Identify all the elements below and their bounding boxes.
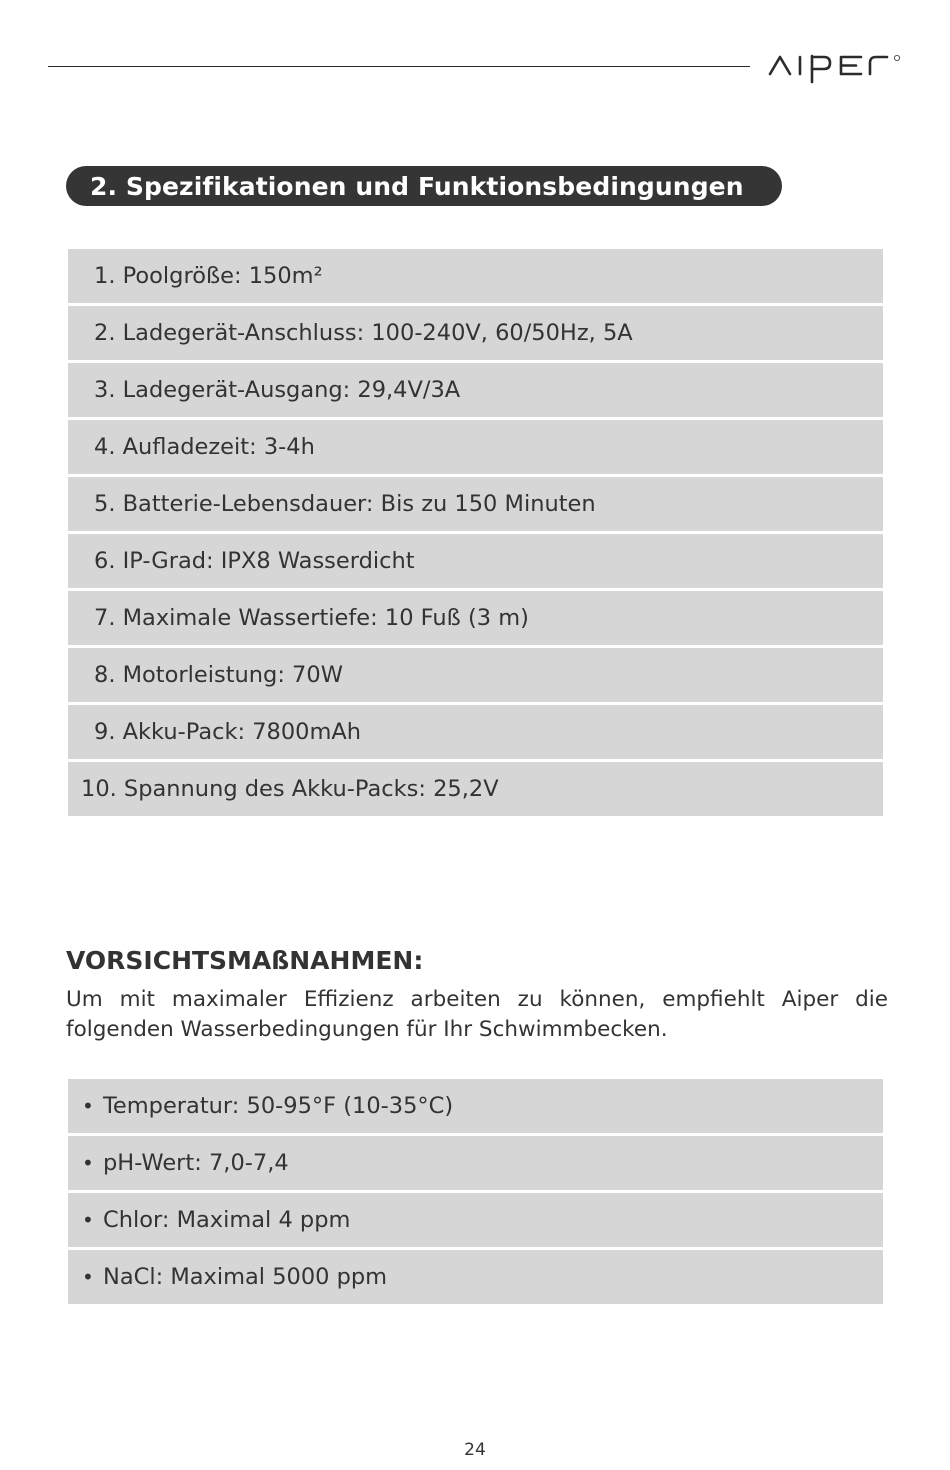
spec-item-label: 10. Spannung des Akku-Packs: 25,2V — [81, 775, 499, 802]
spec-item — [68, 363, 883, 417]
precautions-heading: VORSICHTSMAßNAHMEN: — [66, 946, 424, 975]
condition-item-label: Chlor: Maximal 4 ppm — [103, 1206, 351, 1233]
spec-item — [68, 306, 883, 360]
spec-item — [68, 705, 883, 759]
spec-item-label: 5. Batterie-Lebensdauer: Bis zu 150 Minuten — [94, 490, 596, 517]
bullet-icon: • — [82, 1093, 94, 1118]
spec-item-label: 3. Ladegerät-Ausgang: 29,4V/3A — [94, 376, 461, 403]
bullet-icon: • — [82, 1207, 94, 1232]
spec-item-label: 9. Akku-Pack: 7800mAh — [94, 718, 362, 745]
spec-item — [68, 477, 883, 531]
condition-item-label: Temperatur: 50-95°F (10-35°C) — [103, 1092, 454, 1119]
header-rule — [48, 66, 750, 67]
spec-item — [68, 591, 883, 645]
specifications-list — [68, 249, 883, 819]
spec-item-label: 2. Ladegerät-Anschluss: 100-240V, 60/50Hz, 5A — [94, 319, 633, 346]
spec-item — [68, 534, 883, 588]
spec-item-label: 6. IP-Grad: IPX8 Wasserdicht — [94, 547, 415, 574]
section-title: 2. Spezifikationen und Funktionsbedingungen — [90, 171, 744, 201]
condition-item-label: NaCl: Maximal 5000 ppm — [103, 1263, 388, 1290]
spec-item — [68, 648, 883, 702]
bullet-icon: • — [82, 1264, 94, 1289]
spec-item-label: 7. Maximale Wassertiefe: 10 Fuß (3 m) — [94, 604, 529, 631]
precautions-intro: Um mit maximaler Effizienz arbeiten zu können, empfiehlt Aiper die folgenden Wasserbedingungen für Ihr Schwimmbecken. — [66, 987, 888, 1042]
condition-item — [68, 1136, 883, 1190]
spec-item-label: 4. Aufladezeit: 3-4h — [94, 433, 315, 460]
spec-item — [68, 762, 883, 816]
condition-item — [68, 1193, 883, 1247]
spec-item-label: 1. Poolgröße: 150m² — [94, 262, 323, 289]
condition-item — [68, 1250, 883, 1304]
bullet-icon: • — [82, 1150, 94, 1175]
page-number: 24 — [464, 1440, 486, 1460]
condition-item — [68, 1079, 883, 1133]
spec-item — [68, 420, 883, 474]
section-title-pill — [66, 166, 782, 206]
aiper-logo — [768, 50, 904, 86]
spec-item-label: 8. Motorleistung: 70W — [94, 661, 343, 688]
water-conditions-list — [68, 1079, 883, 1307]
condition-item-label: pH-Wert: 7,0-7,4 — [103, 1149, 289, 1176]
spec-item — [68, 249, 883, 303]
